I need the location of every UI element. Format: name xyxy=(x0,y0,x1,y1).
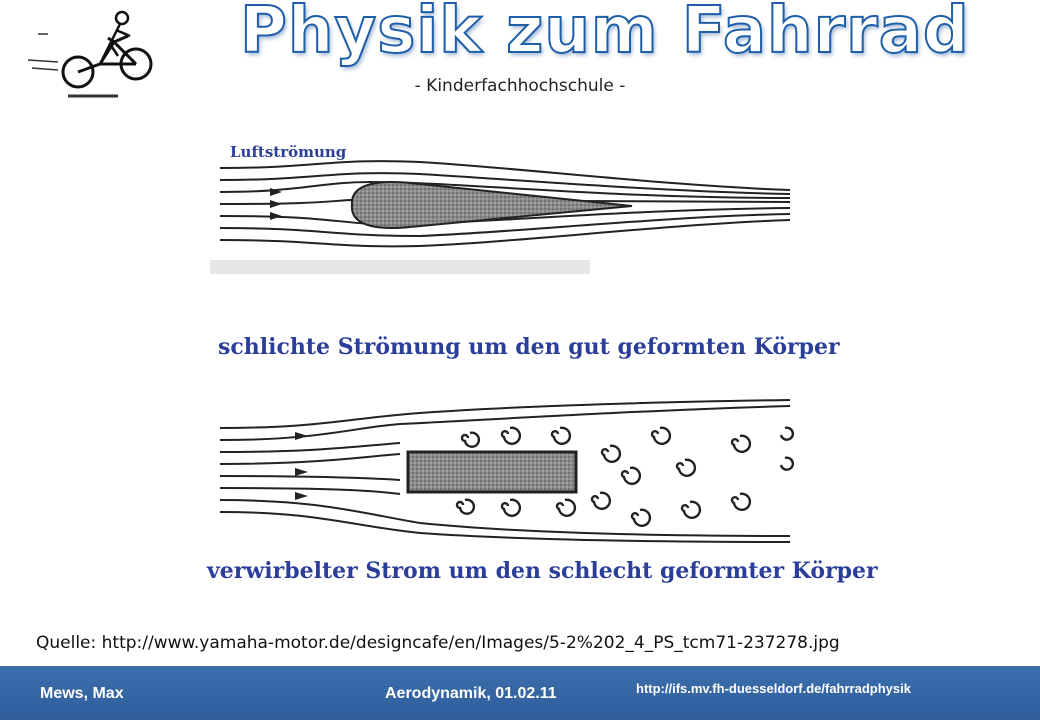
streamlined-caption: schlichte Strömung um den gut geformten Körper xyxy=(218,334,840,360)
footer-url[interactable]: http://ifs.mv.fh-duesseldorf.de/fahrradphysik xyxy=(636,681,911,696)
flow-arrows xyxy=(270,188,282,220)
footer-author: Mews, Max xyxy=(40,685,124,702)
footer-topic: Aerodynamik, 01.02.11 xyxy=(385,685,557,702)
cyclist-logo xyxy=(18,4,168,104)
footer-bar xyxy=(0,666,1040,720)
source-citation: Quelle: http://www.yamaha-motor.de/designcafe/en/Images/5-2%202_4_PS_tcm71-237278.jpg xyxy=(36,633,840,653)
turbulent-caption: verwirbelter Strom um den schlecht geformter Körper xyxy=(207,558,878,584)
airflow-label: Luftströmung xyxy=(230,143,347,161)
airflow-diagram xyxy=(200,128,820,598)
page-subtitle: - Kinderfachhochschule - xyxy=(414,76,626,96)
page-title: Physik zum Fahrrad xyxy=(240,0,970,68)
faded-text-band xyxy=(210,260,590,274)
blunt-body xyxy=(408,452,576,492)
